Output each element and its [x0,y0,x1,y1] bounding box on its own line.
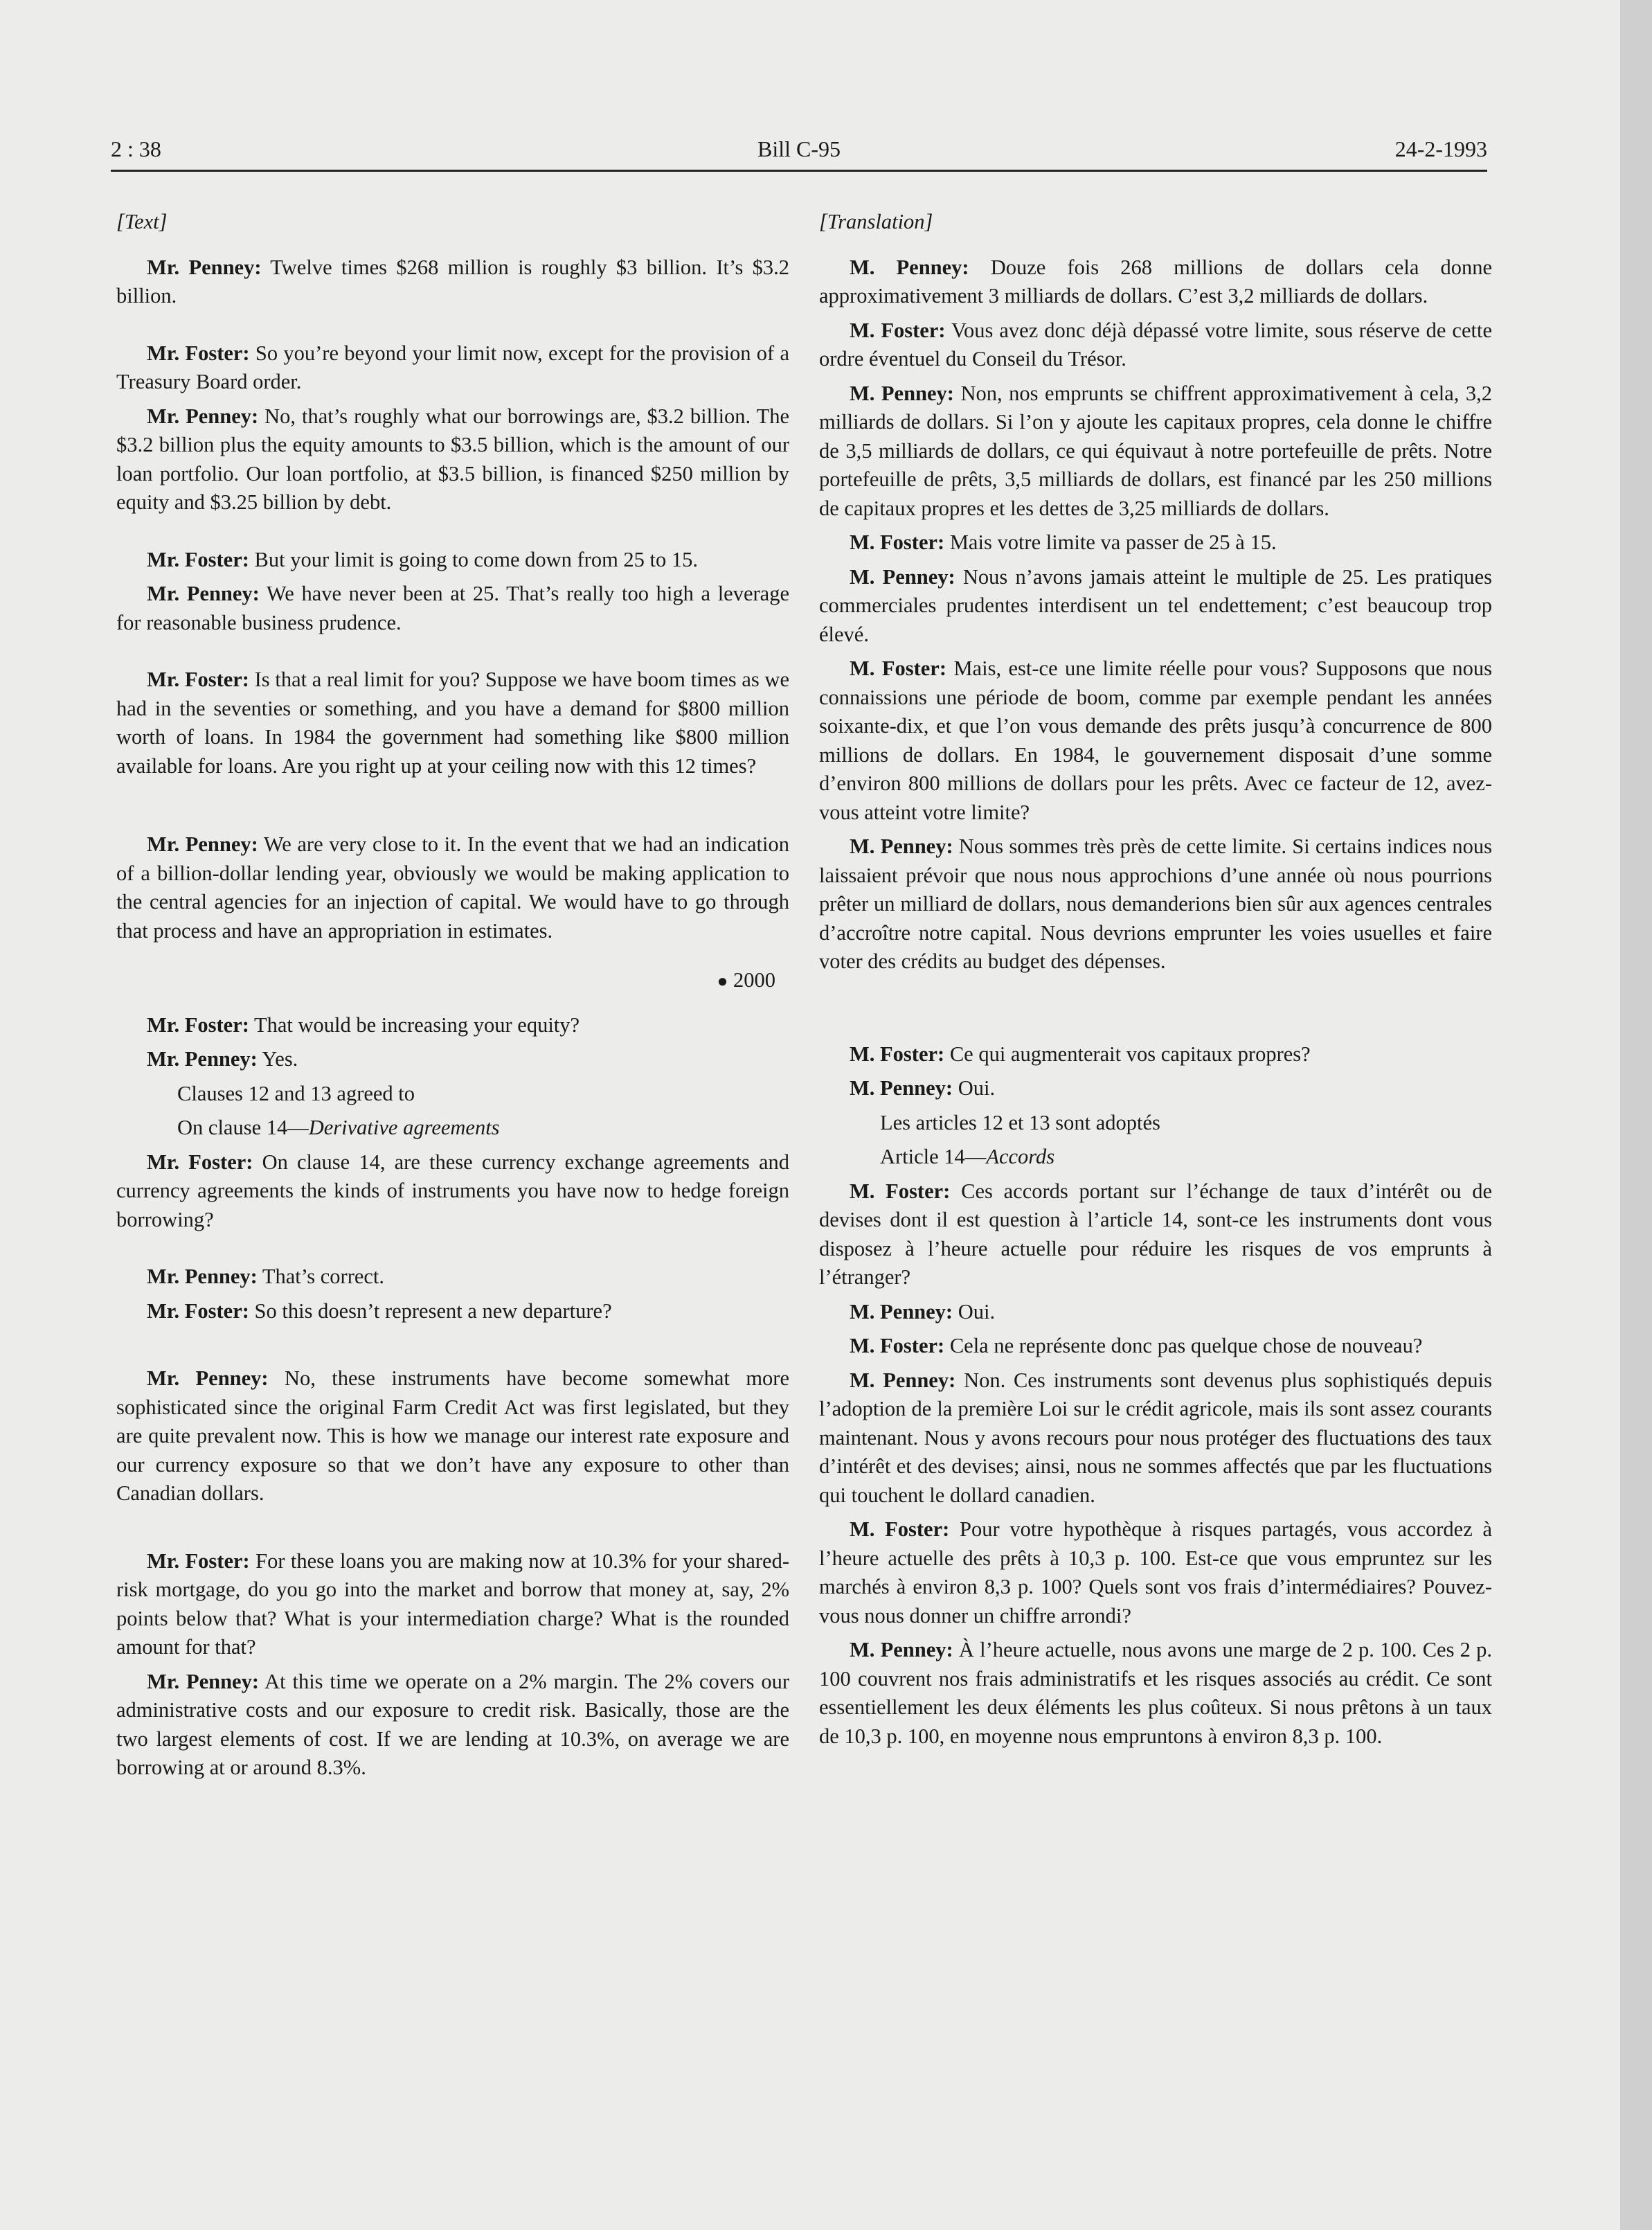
paragraph [819,1177,1492,1292]
paragraph [819,380,1492,524]
paragraph [116,1045,789,1074]
paragraph [116,253,789,311]
clauses-agreed: Les articles 12 et 13 sont adoptés [880,1110,1160,1134]
paragraph-text: So you’re beyond your limit now, except for the provision of a Treasury Board order. [116,341,789,393]
speaker-label: M. Foster: [850,1517,950,1541]
speaker-label: M. Foster: [850,1042,945,1066]
paragraph [819,1366,1492,1510]
speaker-label: Mr. Foster: [147,668,249,691]
speaker-label: Mr. Foster: [147,547,249,571]
speaker-label: Mr. Penney: [147,582,260,605]
translation-tag: [Translation] [819,210,933,233]
paragraph-text: Non, nos emprunts se chiffrent approximativement à cela, 3,2 milliards de dollars. Si l’on y ajoute les capitaux propres, cela donne le chiffre de 3,5 milliards de dollars, ce qui équivaut à notre portefeuille de prêts. Notre portefeuille de prêts, 3,5 milliards de dollars, est financé par les 250 millions de capitaux propres et les dettes de 3,25 milliards de dollars. [819,381,1492,520]
paragraph-text: Vous avez donc déjà dépassé votre limite, sous réserve de cette ordre éventuel du Conseil du Trésor. [819,318,1492,371]
speaker-label: M. Penney: [850,1076,953,1100]
paragraph [116,830,789,945]
speaker-label: Mr. Foster: [147,1150,253,1174]
speaker-label: M. Foster: [850,657,946,680]
speaker-label: M. Penney: [850,1299,953,1323]
paragraph-text: So this doesn’t represent a new departure? [249,1299,612,1323]
paragraph [116,1668,789,1783]
english-column [116,208,789,1783]
paragraph-text: Douze fois 268 millions de dollars cela donne approximativement 3 milliards de dollars. C’est 3,2 milliards de dollars. [819,255,1493,307]
paragraph-text: Nous sommes très près de cette limite. Si certains indices nous laissaient prévoir que nous nous approchions d’une année où nous pourrions prêter un milliard de dollars, nous demanderions bien sûr aux agences centrales d’accroître notre capital. Nous devrions emprunter les voies usuelles et faire voter des crédits au budget des dépenses. [819,835,1492,973]
paragraph-text: À l’heure actuelle, nous avons une marge de 2 p. 100. Ces 2 p. 100 couvrent nos frais administratifs et les risques associés au crédit. Ce sont essentiellement les deux éléments les plus coûteux. Si nous prêtons à un taux de 10,3 p. 100, en moyenne nous empruntons à environ 8,3 p. 100. [819,1638,1492,1748]
paragraph [819,253,1492,311]
scan-edge [1620,0,1652,2230]
paragraph [819,832,1492,976]
paragraph-text: That’s correct. [257,1265,385,1288]
paragraph-text: Twelve times $268 million is roughly $3 billion. It’s $3.2 billion. [116,255,789,307]
paragraph [116,546,789,575]
clause-heading [116,1114,789,1143]
paragraph [819,1040,1492,1069]
paragraph-text: We have never been at 25. That’s really too high a leverage for reasonable business prudence. [116,582,789,634]
paragraph [819,316,1492,374]
paragraph [116,666,789,780]
paragraph-text: Mais, est-ce une limite réelle pour vous? Supposons que nous connaissions une période de boom, comme par exemple pendant les années soixante-dix, et que l’on vous demande des prêts jusqu’à concurrence de 800 millions de dollars. En 1984, le gouvernement disposait d’une somme d’environ 800 millions de dollars pour les prêts. Avec ce facteur de 12, avez-vous atteint votre limite? [819,657,1492,824]
speaker-label: M. Foster: [850,530,945,554]
speaker-label: M. Penney: [850,564,955,589]
paragraph-text: Oui. [953,1299,996,1323]
paragraph-text: At this time we operate on a 2% margin. The 2% covers our administrative costs and our exposure to credit risk. Basically, those are the two largest elements of cost. If we are lending at 10.3%, on average we are borrowing at or around 8.3%. [116,1669,790,1779]
speaker-label: M. Foster: [850,318,946,342]
paragraph [116,1011,789,1040]
paragraph-text: No, these instruments have become somewhat more sophisticated since the original Farm Credit Act was first legislated, but they are quite prevalent now. This is how we manage our interest rate exposure and our currency exposure so that we don’t have any exposure to other than Canadian dollars. [116,1366,789,1505]
speaker-label: Mr. Foster: [147,1549,250,1573]
paragraph [116,1364,789,1508]
french-column [819,208,1492,1751]
paragraph-text: Ce qui augmenterait vos capitaux propres? [944,1042,1311,1066]
paragraph-text: Cela ne représente donc pas quelque chose de nouveau? [944,1334,1423,1357]
clause-title: Derivative agreements [308,1116,500,1139]
header-rule [111,170,1487,172]
clause-heading [819,1143,1492,1172]
paragraph [116,580,789,637]
paragraph-text: That would be increasing your equity? [249,1013,580,1037]
speaker-label: M. Foster: [850,1179,951,1203]
paragraph-text: But your limit is going to come down from 25 to 15. [249,547,699,571]
paragraph [116,339,789,397]
clause-prefix: Article 14— [880,1145,987,1168]
speaker-label: Mr. Penney: [147,832,258,856]
paragraph-text: Yes. [257,1047,298,1071]
paragraph [116,1297,789,1326]
paragraph-text: We are very close to it. In the event that we had an indication of a billion-dollar lending year, obviously we would be making application to the central agencies for an injection of capital. We would have to go through that process and have an appropriation in estimates. [116,832,789,943]
speaker-label: M. Penney: [850,1638,953,1661]
paragraph [116,1547,789,1662]
speaker-label: M. Foster: [850,1334,945,1357]
paragraph [819,1636,1492,1751]
paragraph [819,654,1492,827]
paragraph-text: Non. Ces instruments sont devenus plus sophistiqués depuis l’adoption de la première Loi sur le crédit agricole, mais ils sont assez courants maintenant. Nous y avons recours pour nous protéger des fluctuations des taux d’intérêt et des devises; ainsi, nous ne sommes affectés que par les fluctuations qui touchent le dollard canadien. [819,1368,1493,1507]
bullet-icon: ● [717,971,728,991]
text-tag: [Text] [116,210,168,233]
speaker-label: Mr. Penney: [147,1669,260,1693]
paragraph [819,528,1492,558]
paragraph-text: Pour votre hypothèque à risques partagés, vous accordez à l’heure actuelle des prêts à 10,3 p. 100. Est-ce que vous empruntez sur les marchés à environ 8,3 p. 100? Quels sont vos frais d’intermédiaires? Pouvez-vous nous donner un chiffre arrondi? [819,1517,1492,1627]
clause-prefix: On clause 14— [177,1116,309,1139]
paragraph [819,1298,1492,1327]
page-header [111,136,1487,172]
paragraph-text: Nous n’avons jamais atteint le multiple de 25. Les pratiques commerciales prudentes interdisent un tel endettement; c’est beaucoup trop élevé. [819,564,1492,646]
paragraph-text: Is that a real limit for you? Suppose we have boom times as we had in the seventies or something, and you have a demand for $800 million worth of loans. In 1984 the government had something like $800 million available for loans. Are you right up at your ceiling now with this 12 times? [116,668,789,778]
speaker-label: Mr. Foster: [147,1299,249,1323]
paragraph [819,1074,1492,1103]
speaker-label: Mr. Penney: [147,1047,258,1071]
speaker-label: Mr. Penney: [147,404,259,428]
speaker-label: Mr. Foster: [147,341,250,365]
clauses-agreed: Clauses 12 and 13 agreed to [177,1081,415,1105]
paragraph [116,1148,789,1235]
speaker-label: M. Penney: [850,1368,956,1392]
paragraph-text: Oui. [953,1076,996,1100]
paragraph [116,402,789,517]
speaker-label: Mr. Penney: [147,255,262,279]
paragraph-text: For these loans you are making now at 10.3% for your shared-risk mortgage, do you go into the market and borrow that money at, say, 2% points below that? What is your intermediation charge? What is the rounded amount for that? [116,1549,789,1659]
speaker-label: Mr. Penney: [147,1366,269,1390]
paragraph [819,1332,1492,1361]
paragraph [116,1263,789,1292]
paragraph [819,1515,1492,1630]
paragraph-text: Mais votre limite va passer de 25 à 15. [944,530,1277,554]
speaker-label: Mr. Foster: [147,1013,249,1037]
paragraph-text: No, that’s roughly what our borrowings are, $3.2 billion. The $3.2 billion plus the equity amounts to $3.5 billion, which is the amount of our loan portfolio. Our loan portfolio, at $3.5 billion, is financed $250 million by equity and $3.25 billion by debt. [116,404,790,514]
bill-title: Bill C-95 [757,136,841,161]
paragraph [819,563,1492,650]
speaker-label: M. Penney: [850,381,954,405]
speaker-label: Mr. Penney: [147,1265,258,1288]
header-date: 24-2-1993 [1394,136,1487,161]
paragraph-text: Ces accords portant sur l’échange de taux d’intérêt ou de devises dont il est question à l’article 14, sont-ce les instruments dont vous disposez à l’heure actuelle pour réduire les risques de vos emprunts à l’étranger? [819,1179,1492,1289]
time-marker-text: 2000 [733,968,775,992]
paragraph-text: On clause 14, are these currency exchange agreements and currency agreements the kinds of instruments you have now to hedge foreign borrowing? [116,1150,789,1231]
speaker-label: M. Penney: [850,835,953,858]
time-marker [116,966,789,996]
page-number: 2 : 38 [111,136,161,161]
clause-title: Accords [986,1145,1055,1168]
speaker-label: M. Penney: [850,255,969,279]
